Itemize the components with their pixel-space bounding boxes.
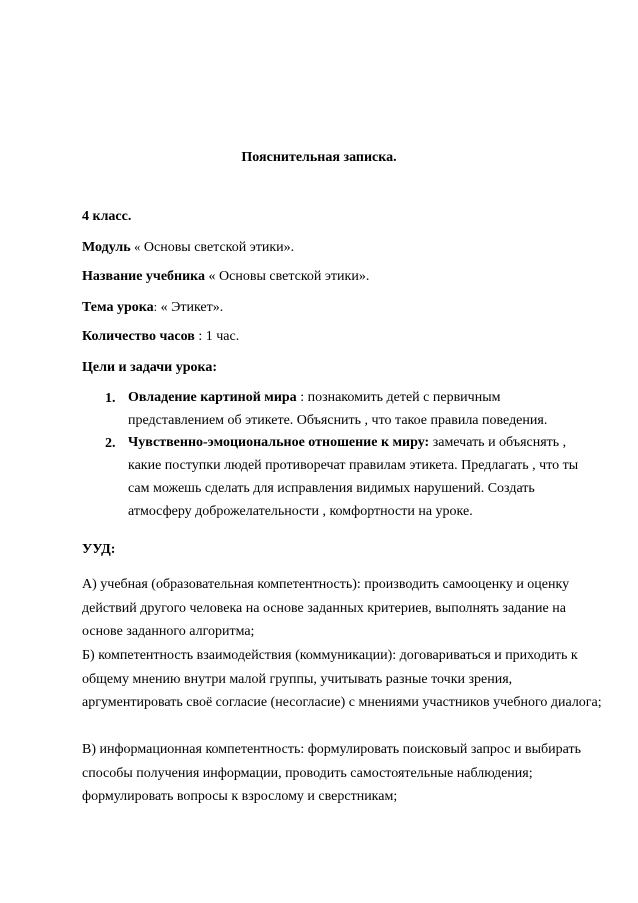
goal-number: 2. xyxy=(105,436,116,451)
hours-line xyxy=(82,328,239,346)
goal-title: Чувственно-эмоциональное отношение к миру: xyxy=(128,435,430,450)
module-value: Основы светской этики». xyxy=(140,240,295,255)
module-label: Модуль xyxy=(82,240,131,255)
uud-item: А) учебная (образовательная компетентность): производить самооценку и оценку действий другого человека на основе заданных критериев, выполнять задание на основе заданного алгоритма; xyxy=(82,577,570,639)
uud-heading: УУД: xyxy=(82,542,116,557)
goal-title: Овладение картиной мира xyxy=(128,390,297,405)
module-quote: « xyxy=(134,240,141,254)
uud-item: Б) компетентность взаимодействия (коммуникации): договариваться и приходить к общему мнению внутри малой группы, учитывать разные точки зрения, аргументировать своё согласие (несогласие) с мнениями участников учебного диалога; xyxy=(82,648,602,710)
uud-item: В) информационная компетентность: формулировать поисковый запрос и выбирать способы получения информации, проводить самостоятельные наблюдения; формулировать вопросы к взрослому и сверстникам; xyxy=(82,742,581,804)
grade-line: 4 класс. xyxy=(82,209,132,224)
goals-heading: Цели и задачи урока: xyxy=(82,360,218,375)
goal-item xyxy=(128,431,598,523)
topic-label: Тема урока xyxy=(82,300,154,315)
goal-text: : познакомить детей с первичным представлением об этикете. Объяснить , что такое правила поведения. xyxy=(128,390,548,428)
textbook-value: « Основы светской этики». xyxy=(205,269,370,284)
hours-label: Количество часов xyxy=(82,329,195,344)
goal-text: замечать и объяснять , какие поступки людей противоречат правилам этикета. Предлагать , что ты сам можешь сделать для исправления видимых нарушений. Создать атмосферу доброжелательности , комфортности на уроке. xyxy=(128,435,579,519)
hours-value: : 1 час. xyxy=(194,329,240,344)
goal-item xyxy=(128,386,598,432)
goal-number: 1. xyxy=(105,391,116,406)
module-line xyxy=(82,238,294,257)
topic-value: « Этикет». xyxy=(157,300,224,315)
textbook-label: Название учебника xyxy=(82,269,206,284)
topic-line xyxy=(82,298,223,317)
page-title: Пояснительная записка. xyxy=(241,150,397,165)
topic-colon: : xyxy=(153,300,158,314)
textbook-line xyxy=(82,268,369,286)
